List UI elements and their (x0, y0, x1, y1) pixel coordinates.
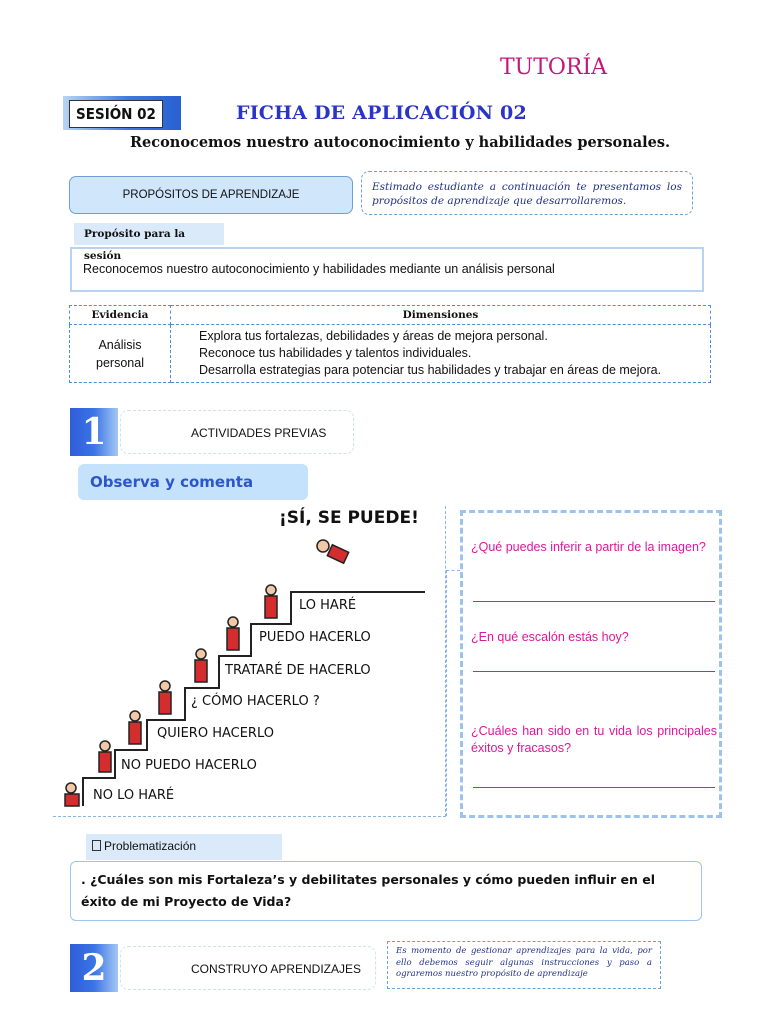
problematizacion-question: . ¿Cuáles son mis Fortaleza’s y debilitates personales y cómo pueden influir en el éxito de mi Proyecto de Vida? (70, 861, 702, 921)
answer-line-1[interactable] (473, 601, 715, 602)
missing-glyph-icon (92, 840, 101, 851)
propositos-label: PROPÓSITOS DE APRENDIZAJE (69, 176, 353, 214)
image-title: ¡SÍ, SE PUEDE! (279, 508, 419, 528)
proposito-sesion-label: Propósito para la sesión (74, 223, 224, 245)
answer-line-3[interactable] (473, 787, 715, 788)
connector-line (446, 570, 447, 816)
question-2: ¿En qué escalón estás hoy? (471, 630, 629, 644)
dimension-item: Explora tus fortalezas, debilidades y áreas de mejora personal. (199, 329, 548, 343)
session-badge (63, 96, 181, 130)
evidencia-header: Evidencia (70, 306, 171, 325)
problematizacion-label (86, 834, 282, 860)
page-title: FICHA DE APLICACIÓN 02 (236, 102, 527, 124)
session-label: SESIÓN 02 (69, 100, 163, 128)
tutoria-heading: TUTORÍA (500, 55, 608, 80)
section-2-note: Es momento de gestionar aprendizajes para la vida, por ello debemos seguir algunas instrucciones y paso a ograremos nuestro propósito de aprendizaje (387, 941, 661, 989)
section-1-number: 1 (70, 408, 118, 456)
staircase-image (53, 506, 446, 817)
propositos-note: Estimado estudiante a continuación te presentamos los propósitos de aprendizaje que desarrollaremos. (361, 171, 693, 215)
question-1: ¿Qué puedes inferir a partir de la imagen? (471, 540, 706, 554)
dimension-item: Desarrolla estrategias para potenciar tus habilidades y trabajar en áreas de mejora. (199, 363, 662, 377)
dimensiones-cell (171, 325, 711, 383)
observa-heading: Observa y comenta (78, 464, 308, 500)
evidencia-cell (70, 325, 171, 383)
section-2-label: CONSTRUYO APRENDIZAJES (120, 946, 376, 990)
questions-box (460, 510, 722, 818)
page-subtitle: Reconocemos nuestro autoconocimiento y habilidades personales. (130, 134, 671, 151)
question-3: ¿Cuáles han sido en tu vida los principales éxitos y fracasos? (471, 724, 717, 755)
section-2-number: 2 (70, 944, 118, 992)
step-label: NO LO HARÉ (93, 788, 175, 803)
dimension-item: Reconoce tus habilidades y talentos individuales. (199, 346, 472, 360)
problematizacion-text: Problematización (104, 839, 197, 853)
step-label: NO PUEDO HACERLO (121, 758, 257, 773)
evidencia-text: Análisis personal (96, 337, 144, 370)
answer-line-2[interactable] (473, 671, 715, 672)
step-label: TRATARÉ DE HACERLO (225, 663, 371, 678)
step-label: LO HARÉ (299, 598, 357, 613)
proposito-sesion-text: Reconocemos nuestro autoconocimiento y habilidades mediante un análisis personal (70, 247, 704, 292)
evidence-table (69, 305, 711, 390)
dimensiones-header: Dimensiones (171, 306, 711, 325)
connector-line (446, 570, 460, 571)
section-1-label: ACTIVIDADES PREVIAS (120, 410, 354, 454)
step-label: ¿ CÓMO HACERLO ? (191, 694, 320, 709)
step-label: QUIERO HACERLO (157, 726, 274, 741)
step-label: PUEDO HACERLO (259, 630, 371, 645)
